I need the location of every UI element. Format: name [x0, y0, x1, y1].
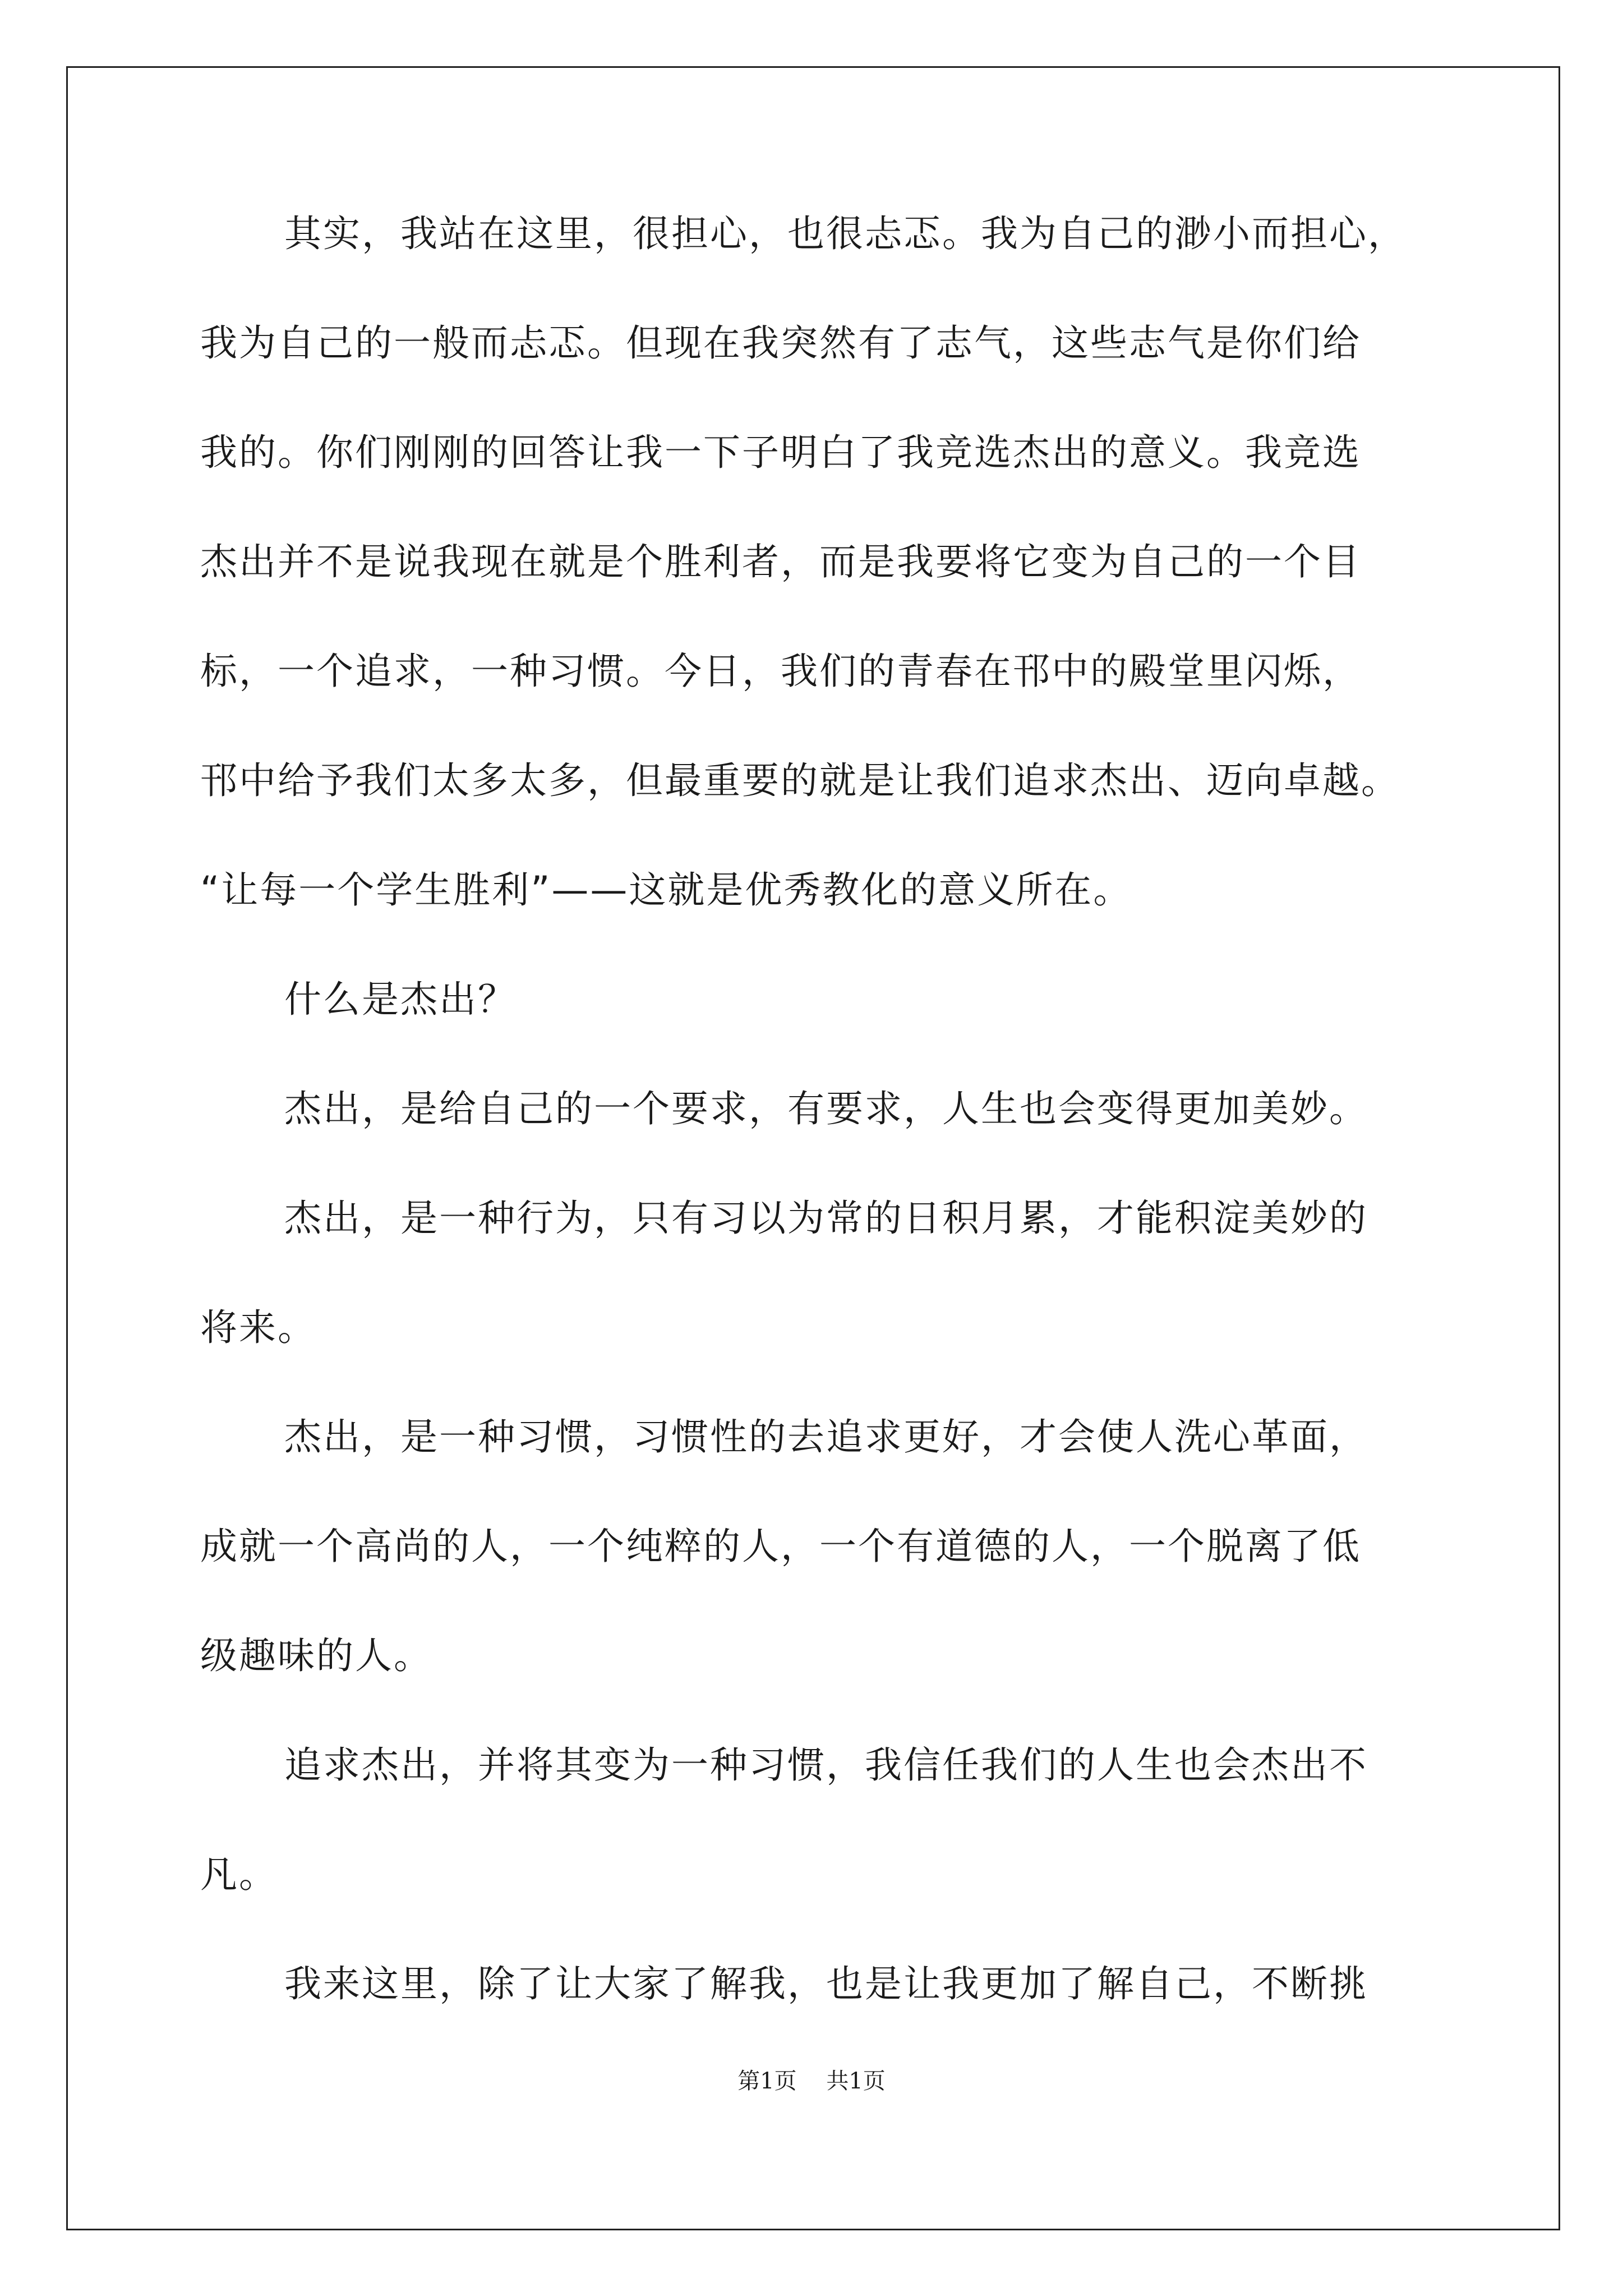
page-footer: [0, 2064, 1623, 2098]
page-number-current: 第1页: [737, 2068, 797, 2094]
text-line: 成就一个高尚的人，一个纯粹的人，一个有道德的人，一个脱离了低: [200, 1525, 1361, 1568]
text-line: 标，一个追求，一种习惯。今日，我们的青春在邗中的殿堂里闪烁，: [200, 650, 1361, 693]
text-line: 邗中给予我们太多太多，但最重要的就是让我们追求杰出、迈向卓越。: [200, 759, 1400, 802]
text-line: 级趣味的人。: [200, 1634, 432, 1677]
text-line: 杰出，是给自己的一个要求，有要求，人生也会变得更加美妙。: [284, 1087, 1368, 1130]
text-line: “让每一个学生胜利”——这就是优秀教化的意义所在。: [200, 868, 1132, 912]
text-line: 将来。: [200, 1306, 316, 1349]
text-line: 什么是杰出？: [284, 978, 517, 1021]
text-line: 凡。: [200, 1853, 278, 1896]
text-line: 杰出，是一种行为，只有习以为常的日积月累，才能积淀美妙的: [284, 1197, 1368, 1240]
text-line: 追求杰出，并将其变为一种习惯，我信任我们的人生也会杰出不: [284, 1743, 1368, 1787]
text-line: 我的。你们刚刚的回答让我一下子明白了我竞选杰出的意义。我竞选: [200, 431, 1361, 474]
text-line: 杰出并不是说我现在就是个胜利者，而是我要将它变为自己的一个目: [200, 540, 1361, 583]
text-line: 我来这里，除了让大家了解我，也是让我更加了解自己，不断挑: [284, 1962, 1368, 2005]
page-number-total: 共1页: [826, 2068, 886, 2094]
page-border: [66, 66, 1560, 2230]
text-line: 其实，我站在这里，很担心，也很忐忑。我为自己的渺小而担心，: [284, 212, 1407, 255]
text-line: 我为自己的一般而忐忑。但现在我突然有了志气，这些志气是你们给: [200, 321, 1361, 365]
text-line: 杰出，是一种习惯，习惯性的去追求更好，才会使人洗心革面，: [284, 1415, 1368, 1458]
